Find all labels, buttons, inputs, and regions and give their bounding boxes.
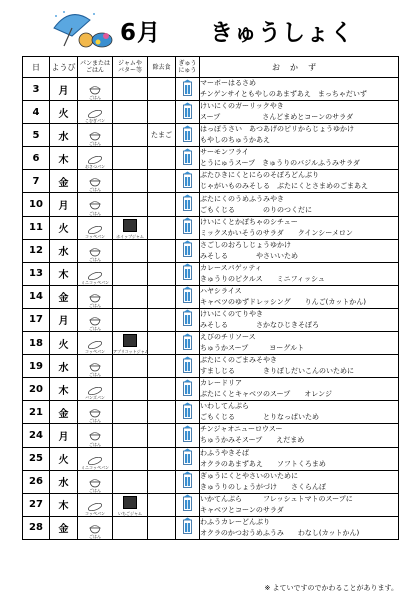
header-milk: ぎゅう にゅう (176, 57, 200, 78)
table-row (23, 355, 399, 378)
table-row (23, 516, 399, 539)
weekday-cell: 水 (50, 355, 78, 378)
staple-label: バンズパン (85, 395, 105, 401)
okazu-line: ちゅうかみそスープ えだまめ (200, 436, 305, 445)
okazu-cell (200, 78, 399, 101)
staple-label: ごはん (89, 95, 101, 101)
milk-carton-icon (183, 379, 192, 400)
okazu-line: もやしのちゅうかあえ (200, 136, 270, 145)
dessert-cell (148, 378, 176, 401)
staple-cell (78, 262, 113, 285)
milk-cell (176, 285, 200, 308)
okazu-line: カレースパゲッティ (200, 263, 262, 272)
page-title (120, 14, 354, 47)
jam-cell (113, 401, 148, 424)
title-text: きゅうしょく (210, 20, 355, 46)
staple-cell (78, 78, 113, 101)
okazu-line: けいにくのてりやき (200, 309, 263, 318)
jam-cell (113, 285, 148, 308)
staple-cell (78, 447, 113, 470)
okazu-line: ごもくじる とりなっぱいため (200, 413, 319, 422)
table-row (23, 78, 399, 101)
okazu-cell (200, 170, 399, 193)
staple-label: ごはん (89, 141, 101, 147)
jam-cell (113, 239, 148, 262)
jam-cell (113, 447, 148, 470)
day-cell: 10 (23, 193, 50, 216)
milk-cell (176, 401, 200, 424)
day-cell: 14 (23, 285, 50, 308)
day-cell: 18 (23, 332, 50, 355)
staple-cell (78, 308, 113, 331)
jam-cell (113, 216, 148, 239)
okazu-cell (200, 424, 399, 447)
milk-cell (176, 447, 200, 470)
jam-cell (113, 147, 148, 170)
staple-label: ごはん (89, 326, 101, 332)
jam-cell (113, 193, 148, 216)
milk-carton-icon (183, 125, 192, 146)
milk-cell (176, 424, 200, 447)
dessert-cell (148, 401, 176, 424)
staple-label: ごはん (89, 533, 101, 539)
day-cell: 27 (23, 493, 50, 516)
weekday-cell: 水 (50, 239, 78, 262)
jam-cell (113, 424, 148, 447)
weekday-cell: 木 (50, 147, 78, 170)
okazu-line: けいにくのガーリックやき (200, 102, 284, 111)
header-staple: パンまたは ごはん (78, 57, 113, 78)
okazu-line: みそしる さかなひじきそぼろ (200, 320, 319, 329)
milk-cell (176, 470, 200, 493)
weekday-cell: 水 (50, 470, 78, 493)
weekday-cell: 火 (50, 332, 78, 355)
dessert-cell (148, 78, 176, 101)
weekday-cell: 月 (50, 78, 78, 101)
umbrella-snail-illustration-icon (50, 6, 118, 50)
okazu-cell (200, 332, 399, 355)
table-row (23, 424, 399, 447)
okazu-cell (200, 355, 399, 378)
table-row (23, 101, 399, 124)
header-jam: ジャムや バター等 (113, 57, 148, 78)
milk-carton-icon (183, 286, 192, 307)
dessert-cell (148, 216, 176, 239)
table-row (23, 470, 399, 493)
milk-carton-icon (183, 263, 192, 284)
milk-carton-icon (183, 517, 192, 538)
staple-cell (78, 147, 113, 170)
dessert-cell (148, 332, 176, 355)
milk-carton-icon (183, 217, 192, 238)
dessert-cell (148, 424, 176, 447)
day-cell: 19 (23, 355, 50, 378)
weekday-cell: 木 (50, 262, 78, 285)
okazu-line: きゅうりのしょうがづけ さくらんぼ (200, 482, 326, 491)
staple-label: コッペパン (85, 349, 105, 355)
day-cell: 20 (23, 378, 50, 401)
milk-cell (176, 493, 200, 516)
okazu-line: ごもくじる のりのつくだに (200, 205, 312, 214)
day-cell: 6 (23, 147, 50, 170)
staple-label: コッペパン (85, 510, 105, 516)
okazu-cell (200, 470, 399, 493)
okazu-cell (200, 216, 399, 239)
okazu-line: ちゅうかスープ ヨーグルト (200, 344, 305, 353)
milk-carton-icon (183, 309, 192, 330)
weekday-cell: 月 (50, 424, 78, 447)
jam-cell (113, 470, 148, 493)
okazu-line: わふうカレーどんぶり (200, 517, 270, 526)
staple-cell (78, 239, 113, 262)
okazu-cell (200, 516, 399, 539)
okazu-line: ぶたにくのうめふうみやき (200, 194, 284, 203)
milk-carton-icon (183, 425, 192, 446)
okazu-line: ぶたにくのごまみそやき (200, 356, 277, 365)
milk-cell (176, 239, 200, 262)
okazu-line: ぶたにくとキャベツのスープ オレンジ (200, 390, 332, 399)
milk-cell (176, 193, 200, 216)
jam-label: アプリコットジャム (113, 349, 149, 355)
table-row (23, 308, 399, 331)
dessert-cell (148, 239, 176, 262)
okazu-cell (200, 262, 399, 285)
table-row (23, 332, 399, 355)
dessert-cell (148, 262, 176, 285)
okazu-line: スープ さんどまめとコーンのサラダ (200, 113, 354, 122)
okazu-cell (200, 493, 399, 516)
day-cell: 13 (23, 262, 50, 285)
staple-label: ミニコッペパン (81, 464, 109, 470)
staple-cell (78, 378, 113, 401)
weekday-cell: 金 (50, 516, 78, 539)
weekday-cell: 金 (50, 285, 78, 308)
okazu-line: チンジャオニューロウスー (200, 425, 283, 434)
okazu-cell (200, 308, 399, 331)
okazu-cell (200, 124, 399, 147)
okazu-cell (200, 378, 399, 401)
milk-cell (176, 101, 200, 124)
dessert-cell (148, 170, 176, 193)
milk-carton-icon (183, 448, 192, 469)
milk-carton-icon (183, 356, 192, 377)
table-row (23, 262, 399, 285)
table-row (23, 170, 399, 193)
staple-cell (78, 124, 113, 147)
okazu-line: えびのチリソース (200, 333, 256, 342)
staple-label: ごはん (89, 487, 101, 493)
day-cell: 28 (23, 516, 50, 539)
milk-carton-icon (183, 79, 192, 100)
jam-cell (113, 355, 148, 378)
milk-carton-icon (183, 102, 192, 123)
milk-cell (176, 355, 200, 378)
day-cell: 7 (23, 170, 50, 193)
okazu-line: ハヤシライス (200, 286, 242, 295)
dessert-cell (148, 193, 176, 216)
okazu-line: けいにくとかぼちゃのシチュー (200, 217, 298, 226)
staple-label: おさつパン (85, 164, 105, 170)
staple-label: ごはん (89, 210, 101, 216)
jam-cell (113, 378, 148, 401)
day-cell: 12 (23, 239, 50, 262)
header-weekday: ようび (50, 57, 78, 78)
day-cell: 3 (23, 78, 50, 101)
milk-carton-icon (183, 194, 192, 215)
okazu-cell (200, 447, 399, 470)
menu-table (22, 56, 399, 540)
okazu-line: サーモンフライ (200, 148, 249, 157)
dessert-cell: たまご (148, 124, 176, 147)
milk-carton-icon (183, 471, 192, 492)
jam-cell (113, 308, 148, 331)
dessert-cell (148, 147, 176, 170)
table-row (23, 447, 399, 470)
header (0, 0, 420, 56)
staple-label: こむぎパン (85, 118, 105, 124)
staple-cell (78, 401, 113, 424)
okazu-cell (200, 147, 399, 170)
jam-packet-icon (123, 219, 137, 232)
dessert-cell (148, 308, 176, 331)
jam-packet-icon (123, 334, 137, 347)
staple-cell (78, 170, 113, 193)
okazu-cell (200, 401, 399, 424)
day-cell: 24 (23, 424, 50, 447)
table-header-row (23, 57, 399, 78)
jam-cell (113, 262, 148, 285)
okazu-line: いわしてんぷら (200, 402, 249, 411)
okazu-line: ミックスかいそうのサラダ クインシーメロン (200, 228, 353, 237)
day-cell: 4 (23, 101, 50, 124)
jam-cell (113, 124, 148, 147)
milk-cell (176, 78, 200, 101)
jam-cell (113, 332, 148, 355)
okazu-cell (200, 101, 399, 124)
title-month: 6月 (120, 20, 162, 46)
staple-label: ミニコッペパン (81, 279, 109, 285)
weekday-cell: 木 (50, 378, 78, 401)
staple-label: ごはん (89, 372, 101, 378)
staple-label: ごはん (89, 302, 101, 308)
milk-cell (176, 262, 200, 285)
milk-cell (176, 516, 200, 539)
footnote: ※ よていですのでかわることがあります。 (264, 584, 398, 592)
staple-cell (78, 424, 113, 447)
weekday-cell: 火 (50, 447, 78, 470)
table-row (23, 216, 399, 239)
dessert-cell (148, 355, 176, 378)
day-cell: 21 (23, 401, 50, 424)
okazu-line: チンゲンサイともやしのあまずあえ まっちゃだいず (200, 90, 367, 99)
day-cell: 25 (23, 447, 50, 470)
weekday-cell: 月 (50, 308, 78, 331)
weekday-cell: 木 (50, 493, 78, 516)
okazu-line: ぎゅうにくとやさいのいために (200, 471, 298, 480)
okazu-line: マーボーはるさめ (200, 79, 256, 88)
staple-label: ごはん (89, 441, 101, 447)
weekday-cell: 金 (50, 401, 78, 424)
weekday-cell: 火 (50, 101, 78, 124)
jam-cell (113, 493, 148, 516)
okazu-line: わふうやきそば (200, 448, 249, 457)
day-cell: 5 (23, 124, 50, 147)
okazu-line: はっぽうさい あつあげのピリからじょうゆかけ (200, 125, 354, 134)
table-row (23, 193, 399, 216)
jam-cell (113, 78, 148, 101)
dessert-cell (148, 470, 176, 493)
weekday-cell: 火 (50, 216, 78, 239)
okazu-line: オクラのかつおうめふうみ わなし(カットかん) (200, 528, 360, 537)
okazu-line: きゅうりのピクルス ミニフィッシュ (200, 274, 325, 283)
okazu-line: さごしのおろしじょうゆかけ (200, 240, 291, 249)
milk-carton-icon (183, 148, 192, 169)
table-row (23, 378, 399, 401)
milk-cell (176, 170, 200, 193)
staple-cell (78, 101, 113, 124)
table-row (23, 285, 399, 308)
staple-cell (78, 516, 113, 539)
milk-carton-icon (183, 171, 192, 192)
milk-carton-icon (183, 333, 192, 354)
jam-cell (113, 101, 148, 124)
table-row (23, 493, 399, 516)
staple-cell (78, 193, 113, 216)
milk-cell (176, 216, 200, 239)
okazu-line: いかてんぷら フレッシュトマトのスープに (200, 494, 353, 503)
staple-cell (78, 493, 113, 516)
jam-label: いちごジャム (118, 510, 142, 516)
okazu-line: すましじる きりぼしだいこんのいために (200, 367, 354, 376)
jam-cell (113, 170, 148, 193)
day-cell: 11 (23, 216, 50, 239)
milk-cell (176, 308, 200, 331)
dessert-cell (148, 101, 176, 124)
dessert-cell (148, 493, 176, 516)
header-day: 日 (23, 57, 50, 78)
okazu-line: じゃがいものみそしる ぶたにくとさまめのごまあえ (200, 182, 368, 191)
okazu-line: キャベツのゆずドレッシング りんご(カットかん) (200, 297, 367, 306)
milk-cell (176, 124, 200, 147)
milk-cell (176, 332, 200, 355)
weekday-cell: 水 (50, 124, 78, 147)
okazu-line: とうにゅうスープ きゅうりのバジルふうみサラダ (200, 159, 360, 168)
table-row (23, 401, 399, 424)
staple-cell (78, 332, 113, 355)
okazu-line: みそしる やさいいため (200, 251, 298, 260)
dessert-cell (148, 447, 176, 470)
okazu-cell (200, 193, 399, 216)
day-cell: 17 (23, 308, 50, 331)
dessert-cell (148, 516, 176, 539)
staple-label: ごはん (89, 256, 101, 262)
staple-cell (78, 355, 113, 378)
jam-cell (113, 516, 148, 539)
okazu-line: ぶたひきにくとにらのそぼろどんぶり (200, 171, 319, 180)
okazu-line: オクラのあまずあえ ソフトくろまめ (200, 459, 326, 468)
milk-carton-icon (183, 494, 192, 515)
staple-cell (78, 470, 113, 493)
staple-cell (78, 285, 113, 308)
table-row (23, 239, 399, 262)
milk-cell (176, 378, 200, 401)
dessert-cell (148, 285, 176, 308)
staple-label: コッペパン (85, 233, 105, 239)
jam-packet-icon (123, 496, 137, 509)
milk-carton-icon (183, 240, 192, 261)
table-row (23, 147, 399, 170)
weekday-cell: 月 (50, 193, 78, 216)
jam-label: ホイップジャム (116, 233, 144, 239)
weekday-cell: 金 (50, 170, 78, 193)
header-okazu: おかず (200, 57, 399, 78)
staple-label: ごはん (89, 418, 101, 424)
milk-carton-icon (183, 402, 192, 423)
okazu-line: カレードリア (200, 379, 242, 388)
okazu-cell (200, 239, 399, 262)
staple-cell (78, 216, 113, 239)
staple-label: ごはん (89, 187, 101, 193)
milk-cell (176, 147, 200, 170)
okazu-line: キャベツとコーンのサラダ (200, 505, 284, 514)
okazu-cell (200, 285, 399, 308)
day-cell: 26 (23, 470, 50, 493)
header-dessert: 除去食 (148, 57, 176, 78)
table-row (23, 124, 399, 147)
